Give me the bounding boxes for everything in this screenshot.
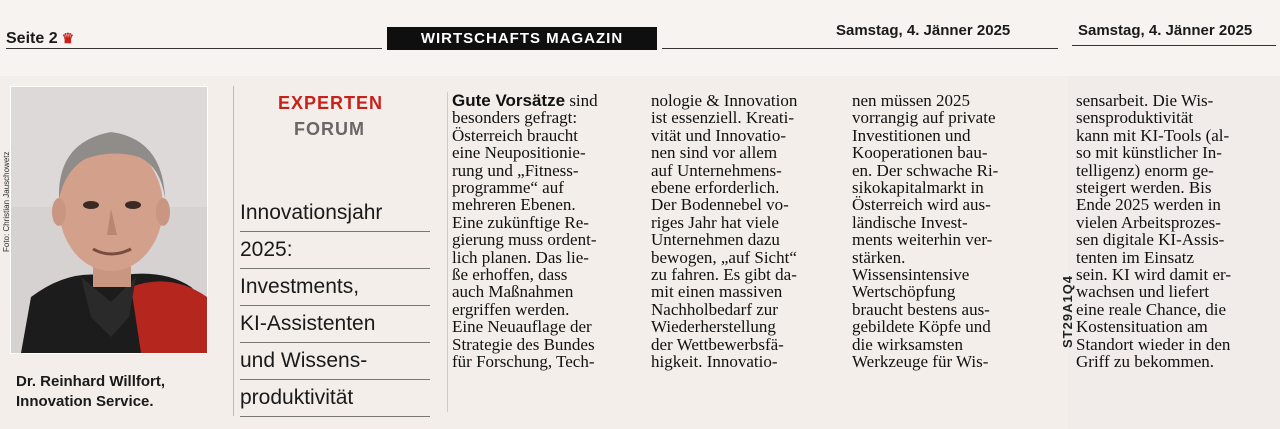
column-line: telligenz) enorm ge- xyxy=(1076,160,1214,180)
column-line: Investitionen und xyxy=(852,125,971,145)
article-column-1 xyxy=(452,92,630,371)
column-line: ist essenziell. Kreati- xyxy=(651,108,795,128)
column-line: Eine zukünftige Re- xyxy=(452,212,589,232)
column-line: Ende 2025 werden in xyxy=(1076,195,1221,215)
page-number xyxy=(6,30,74,48)
column-line: die wirksamsten xyxy=(852,334,963,354)
column-line: stärken. xyxy=(852,247,906,267)
column-line: mehreren Ebenen. xyxy=(452,195,576,215)
portrait-photo xyxy=(10,86,208,354)
column-line: bewogen, „auf Sicht“ xyxy=(651,247,797,267)
column-line: Wertschöpfung xyxy=(852,282,956,302)
column-line: Griff zu bekommen. xyxy=(1076,352,1215,372)
column-line: gebildete Köpfe und xyxy=(852,317,991,337)
headline-line: 2025: xyxy=(240,232,430,269)
column-line: sein. KI wird damit er- xyxy=(1076,265,1231,285)
column-line: sikokapitalmarkt in xyxy=(852,178,984,198)
article-headline xyxy=(240,195,430,417)
crown-icon: ♛ xyxy=(61,30,75,46)
column-line: nologie & Innovation xyxy=(651,91,798,110)
portrait-illustration xyxy=(11,87,207,353)
header-rule xyxy=(662,48,1058,49)
header-rule xyxy=(6,48,382,49)
article-column-2 xyxy=(651,92,831,371)
column-line: sen digitale KI-Assis- xyxy=(1076,230,1225,250)
column-line: Eine Neuauflage der xyxy=(452,317,592,337)
column-line: ländische Invest- xyxy=(852,212,968,232)
section-title: WIRTSCHAFTS MAGAZIN xyxy=(420,30,624,47)
photo-caption xyxy=(16,372,165,412)
column-line: Wissensintensive xyxy=(852,265,970,285)
column-line: besonders gefragt: xyxy=(452,108,578,128)
column-line: riges Jahr hat viele xyxy=(651,212,779,232)
column-line: ße erhoffen, dass xyxy=(452,265,568,285)
column-line: der Wettbewerbsfä- xyxy=(651,334,784,354)
column-line: auch Maßnahmen xyxy=(452,282,574,302)
column-line: ments weiterhin ver- xyxy=(852,230,993,250)
article-column-4 xyxy=(1076,92,1266,371)
column-line: Der Bodennebel vo- xyxy=(651,195,789,215)
rubric-forum: FORUM xyxy=(294,119,365,139)
column-line: Österreich braucht xyxy=(452,125,579,145)
headline-line: produktivität xyxy=(240,380,430,417)
column-line: en. Der schwache Ri- xyxy=(852,160,999,180)
column-line: so mit künstlicher In- xyxy=(1076,143,1222,163)
column-line: higkeit. Innovatio- xyxy=(651,352,778,372)
column-line: Unternehmen dazu xyxy=(651,230,780,250)
column-line: sensarbeit. Die Wis- xyxy=(1076,91,1214,110)
column-line: eine reale Chance, die xyxy=(1076,299,1227,319)
column-line: eine Neupositionie- xyxy=(452,143,586,163)
column-line: tenten im Einsatz xyxy=(1076,247,1195,267)
column-line: lich planen. Das lie- xyxy=(452,247,589,267)
column-line: vielen Arbeitsprozes- xyxy=(1076,212,1221,232)
article-lead: Gute Vorsätze xyxy=(452,91,566,110)
page-code: ST29A1Q4 xyxy=(1060,274,1075,348)
column-line: ebene erforderlich. xyxy=(651,178,780,198)
column-line: sensproduktivität xyxy=(1076,108,1194,128)
headline-line: Investments, xyxy=(240,269,430,306)
column-line: Österreich wird aus- xyxy=(852,195,991,215)
column-line: programme“ auf xyxy=(452,178,564,198)
issue-date: Samstag, 4. Jänner 2025 xyxy=(836,22,1011,39)
column-line: vität und Innovatio- xyxy=(651,125,787,145)
column-line: Wiederherstellung xyxy=(651,317,776,337)
column-line: Kooperationen bau- xyxy=(852,143,988,163)
section-banner xyxy=(387,27,657,50)
column-line: nen sind vor allem xyxy=(651,143,778,163)
rubric-experten: EXPERTEN xyxy=(278,93,384,113)
column-line: rung und „Fitness- xyxy=(452,160,579,180)
column-line: steigert werden. Bis xyxy=(1076,178,1212,198)
column-line: braucht bestens aus- xyxy=(852,299,990,319)
column-line: Werkzeuge für Wis- xyxy=(852,352,989,372)
column-line: Standort wieder in den xyxy=(1076,334,1231,354)
column-line: Kostensituation am xyxy=(1076,317,1208,337)
article-column-3 xyxy=(852,92,1032,371)
column-line: ergriffen werden. xyxy=(452,299,570,319)
column-divider xyxy=(447,92,448,412)
column-line: wachsen und liefert xyxy=(1076,282,1210,302)
column-line: nen müssen 2025 xyxy=(852,91,971,110)
page-label: Seite 2 xyxy=(6,30,58,47)
column-divider xyxy=(233,86,234,416)
column-line: für Forschung, Tech- xyxy=(452,352,595,372)
column-line: vorrangig auf private xyxy=(852,108,996,128)
column-line: Strategie des Bundes xyxy=(452,334,595,354)
column-line: mit einen massiven xyxy=(651,282,783,302)
column-line: Nachholbedarf zur xyxy=(651,299,778,319)
headline-line: Innovationsjahr xyxy=(240,195,430,232)
column-line: kann mit KI-Tools (al- xyxy=(1076,125,1230,145)
column-line: zu fahren. Es gibt da- xyxy=(651,265,797,285)
headline-line: KI-Assistenten xyxy=(240,306,430,343)
column-line: auf Unternehmens- xyxy=(651,160,782,180)
column-line: gierung muss ordent- xyxy=(452,230,597,250)
column-line: sind xyxy=(565,91,598,110)
header-rule xyxy=(1072,45,1276,46)
issue-date-adjacent: Samstag, 4. Jänner 2025 xyxy=(1078,22,1253,39)
caption-role: Innovation Service. xyxy=(16,393,154,410)
caption-name: Dr. Reinhard Willfort, xyxy=(16,373,166,390)
photo-credit: Foto: Christian Jauschowetz xyxy=(2,151,11,252)
headline-line: und Wissens- xyxy=(240,343,430,380)
